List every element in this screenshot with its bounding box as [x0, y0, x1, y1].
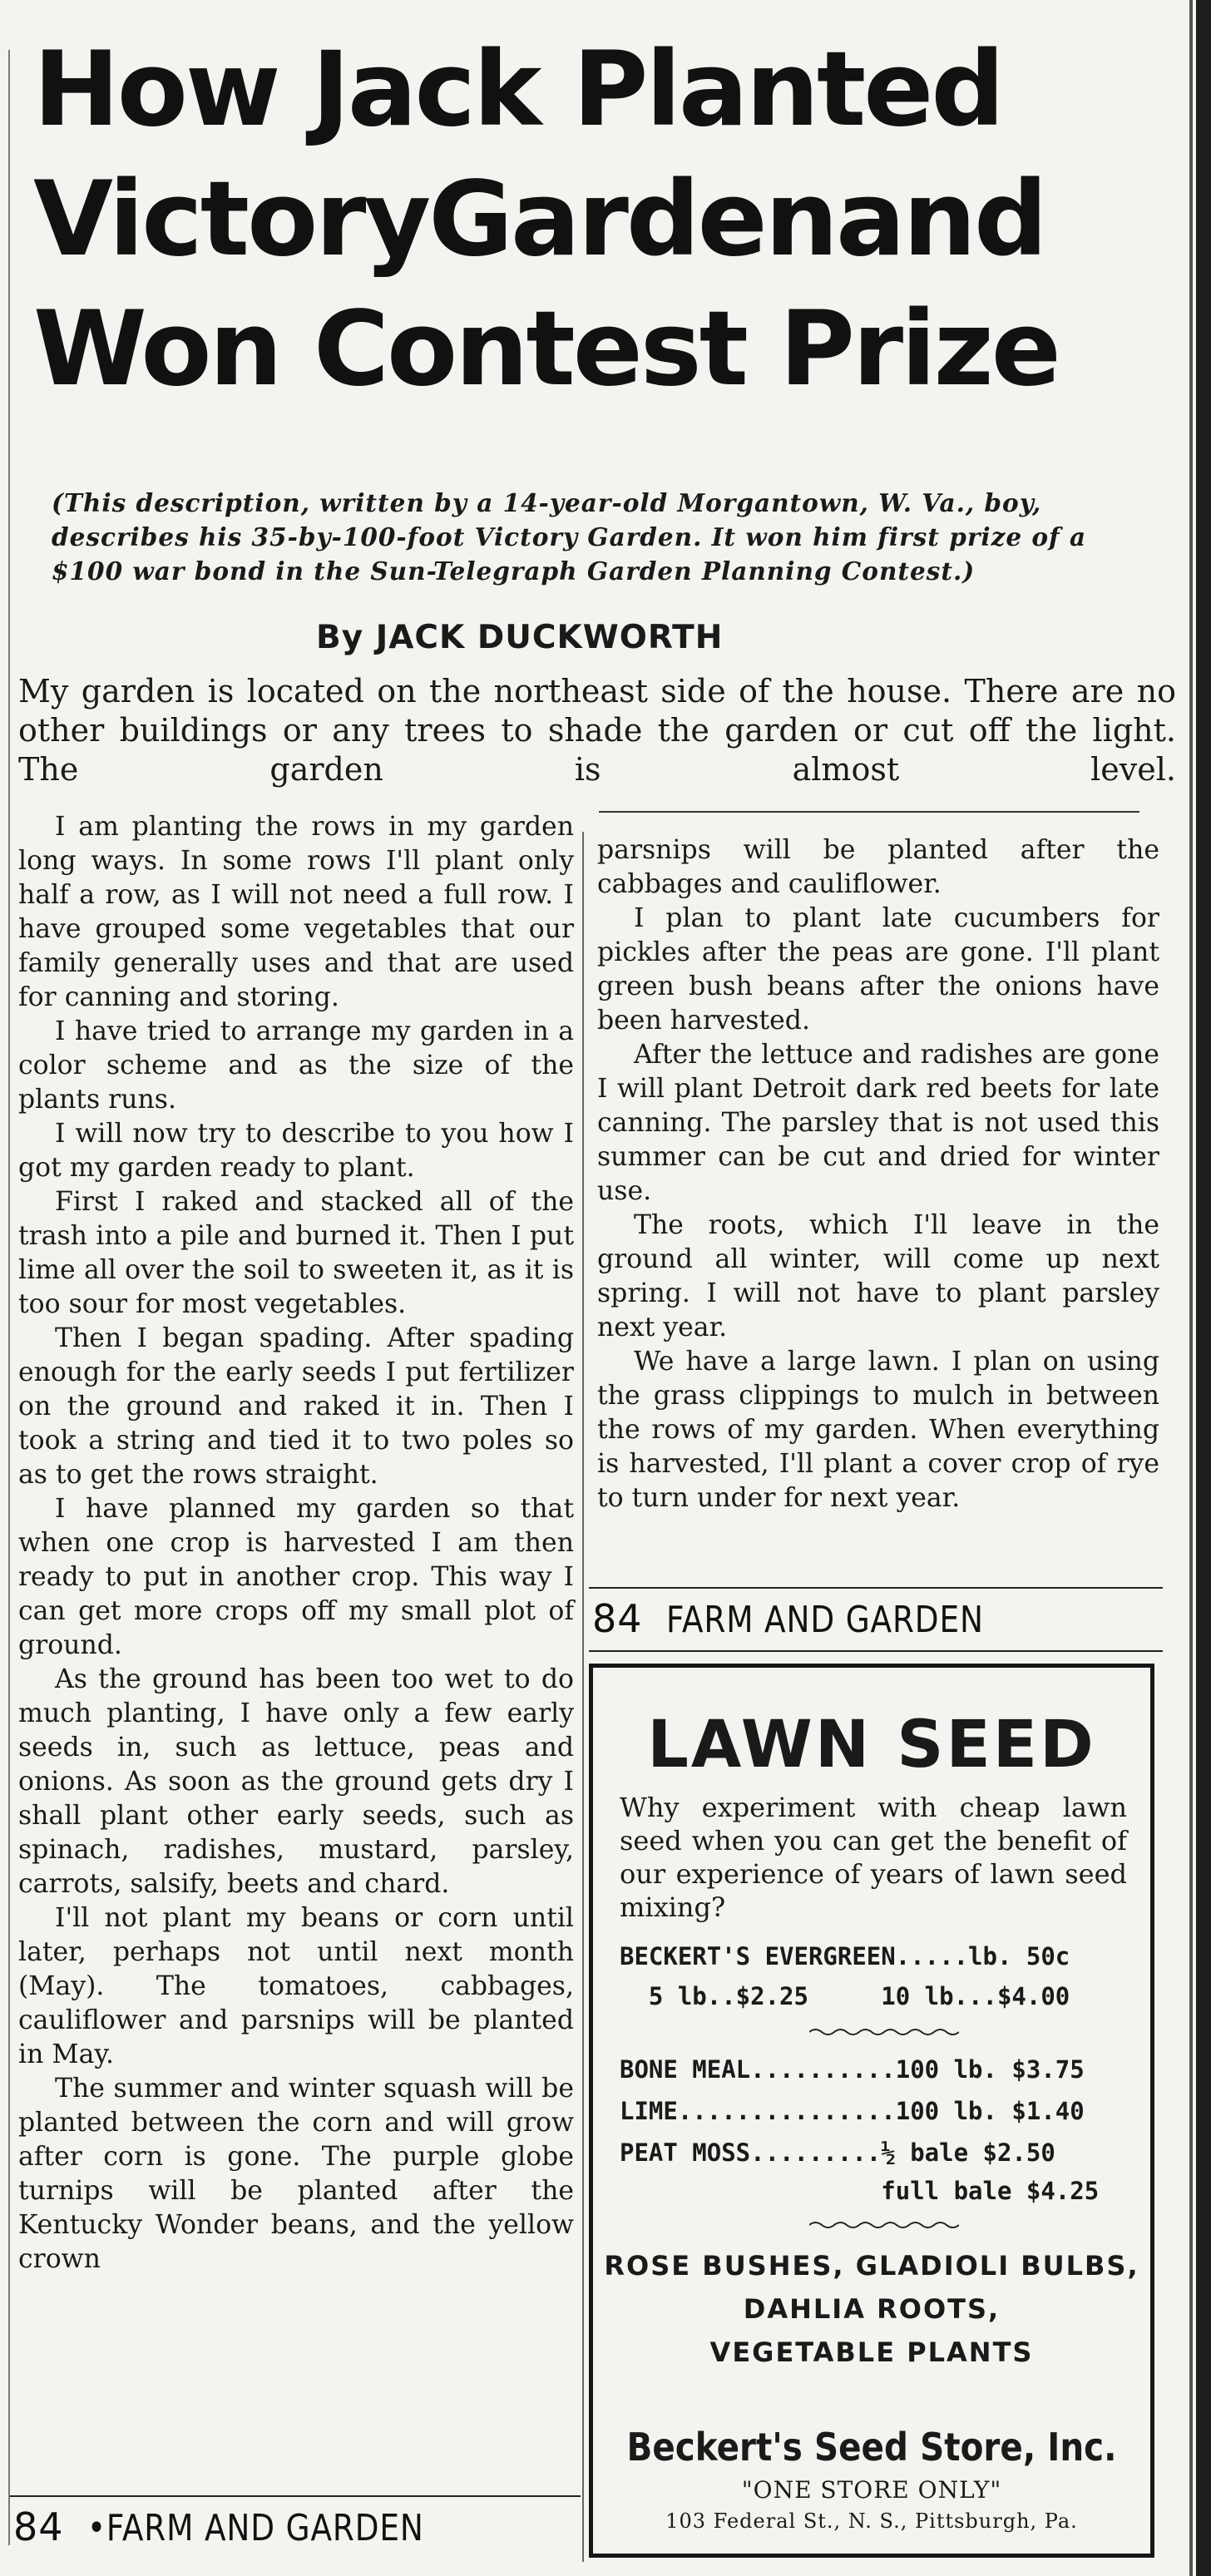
paragraph: As the ground has been too wet to do much planting, I have only a few early seeds in, such as lettuce, peas and onions. As soon as the ground gets dry I shall plant other early seeds, such as spinach, radishes, mustard, parsley, carrots, salsify, beets and chard. — [18, 1664, 574, 1899]
plants-line-3: VEGETABLE PLANTS — [709, 2336, 1034, 2368]
paragraph: The summer and winter squash will be planted between the corn and will grow after corn is gone. The purple globe turnips will be planted after the Kentucky Wonder beans, and the yellow crown — [18, 2074, 574, 2274]
left-column — [18, 810, 574, 2277]
headline-line-1: How Jack Planted — [33, 30, 1003, 150]
ad-pitch: Why experiment with cheap lawn seed when you can get the benefit of our experience of years of lawn seed mixing? — [620, 1792, 1127, 1923]
headline-line-3: Won Contest Prize — [33, 289, 1059, 409]
lawn-seed-advertisement — [589, 1664, 1154, 2558]
paragraph: I am planting the rows in my garden long ways. In some rows I'll plant only half a row, as I will not need a full row. I have grouped some vegetables that our family generally uses and that are used for canning and storing. — [18, 812, 574, 1012]
paragraph: I have planned my garden so that when one crop is harvested I am then ready to put in another crop. This way I can get more crops off my small plot of ground. — [18, 1494, 574, 1660]
paragraph: parsnips will be planted after the cabbages and cauliflower. — [597, 835, 1159, 899]
section-label: •FARM AND GARDEN — [86, 2507, 424, 2549]
price-peat-moss: PEAT MOSS.........½ bale $2.50 — [620, 2138, 1055, 2167]
page-edge-left — [8, 50, 10, 2545]
store-address: 103 Federal St., N. S., Pittsburgh, Pa. — [665, 2509, 1078, 2533]
ad-title: LAWN SEED — [647, 1708, 1096, 1782]
section-rule — [10, 2495, 581, 2497]
page-number: 84 — [592, 1596, 643, 1641]
paragraph: I'll not plant my beans or corn until later, perhaps not until next month (May). The tomatoes, cabbages, cauliflower and parsnips will be planted in May. — [18, 1903, 574, 2069]
byline: By JACK DUCKWORTH — [316, 619, 724, 656]
paragraph: The roots, which I'll leave in the ground all winter, will come up next spring. I will not have to plant parsley next year. — [597, 1210, 1159, 1342]
lead-rule — [599, 811, 1139, 813]
price-peat-moss-full: full bale $4.25 — [620, 2177, 1100, 2205]
paragraph: Then I began spading. After spading enough for the early seeds I put fertilizer on the ground and raked it in. Then I took a string and tied it to two poles so as to get the rows straight. — [18, 1323, 574, 1490]
paragraph: First I raked and stacked all of the trash into a pile and burned it. Then I put lime all over the soil to sweeten it, as it is too sour for most vegetables. — [18, 1187, 574, 1319]
store-slogan: "ONE STORE ONLY" — [741, 2476, 1002, 2504]
plants-line-1: ROSE BUSHES, GLADIOLI BULBS, — [604, 2250, 1139, 2282]
paragraph: I will now try to describe to you how I got my garden ready to plant. — [18, 1119, 574, 1183]
price-lime: LIME...............100 lb. $1.40 — [620, 2097, 1085, 2125]
lead-paragraph: My garden is located on the northeast side of the house. There are no other buildings or any trees to shade the garden or cut off the light. The garden is almost level. — [18, 673, 1176, 788]
section-footer-left — [13, 2504, 483, 2550]
section-footer-right — [592, 1595, 1040, 1642]
price-evergreen: BECKERT'S EVERGREEN.....lb. 50c — [620, 1942, 1070, 1970]
paragraph: After the lettuce and radishes are gone I will plant Detroit dark red beets for late canning. The parsley that is not used this summer can be cut and dried for winter use. — [597, 1040, 1159, 1206]
editor-note: (This description, written by a 14-year-old Morgantown, W. Va., boy, describes his 35-by-100-foot Victory Garden. It won him first prize of a $100 war bond in the Sun-Telegraph Garden Planning Contest.) — [52, 488, 1087, 586]
section-rule — [589, 1587, 1163, 1589]
headline — [33, 25, 1189, 414]
wave-divider — [809, 2027, 959, 2037]
paragraph: I plan to plant late cucumbers for pickles after the peas are gone. I'll plant green bush beans after the onions have been harvested. — [597, 903, 1159, 1036]
right-column — [597, 833, 1159, 1515]
price-evergreen-sizes: 5 lb..$2.25 10 lb...$4.00 — [620, 1982, 1070, 2010]
section-label: FARM AND GARDEN — [665, 1599, 984, 1641]
price-bone-meal: BONE MEAL..........100 lb. $3.75 — [620, 2055, 1085, 2084]
store-name: Beckert's Seed Store, Inc. — [626, 2425, 1117, 2470]
section-rule — [589, 1650, 1163, 1652]
page-edge-right — [1196, 0, 1211, 2576]
paragraph: We have a large lawn. I plan on using the grass clippings to mulch in between the rows of my garden. When everything is harvested, I'll plant a cover crop of rye to turn under for next year. — [597, 1347, 1159, 1513]
page-edge-shadow — [1189, 0, 1193, 2576]
paragraph: I have tried to arrange my garden in a color scheme and as the size of the plants runs. — [18, 1016, 574, 1115]
headline-line-2: VictoryGardenand — [33, 160, 1045, 279]
page-number: 84 — [13, 2504, 64, 2549]
plants-line-2: DAHLIA ROOTS, — [743, 2293, 1001, 2325]
wave-divider — [809, 2220, 959, 2230]
column-divider — [582, 832, 584, 2562]
